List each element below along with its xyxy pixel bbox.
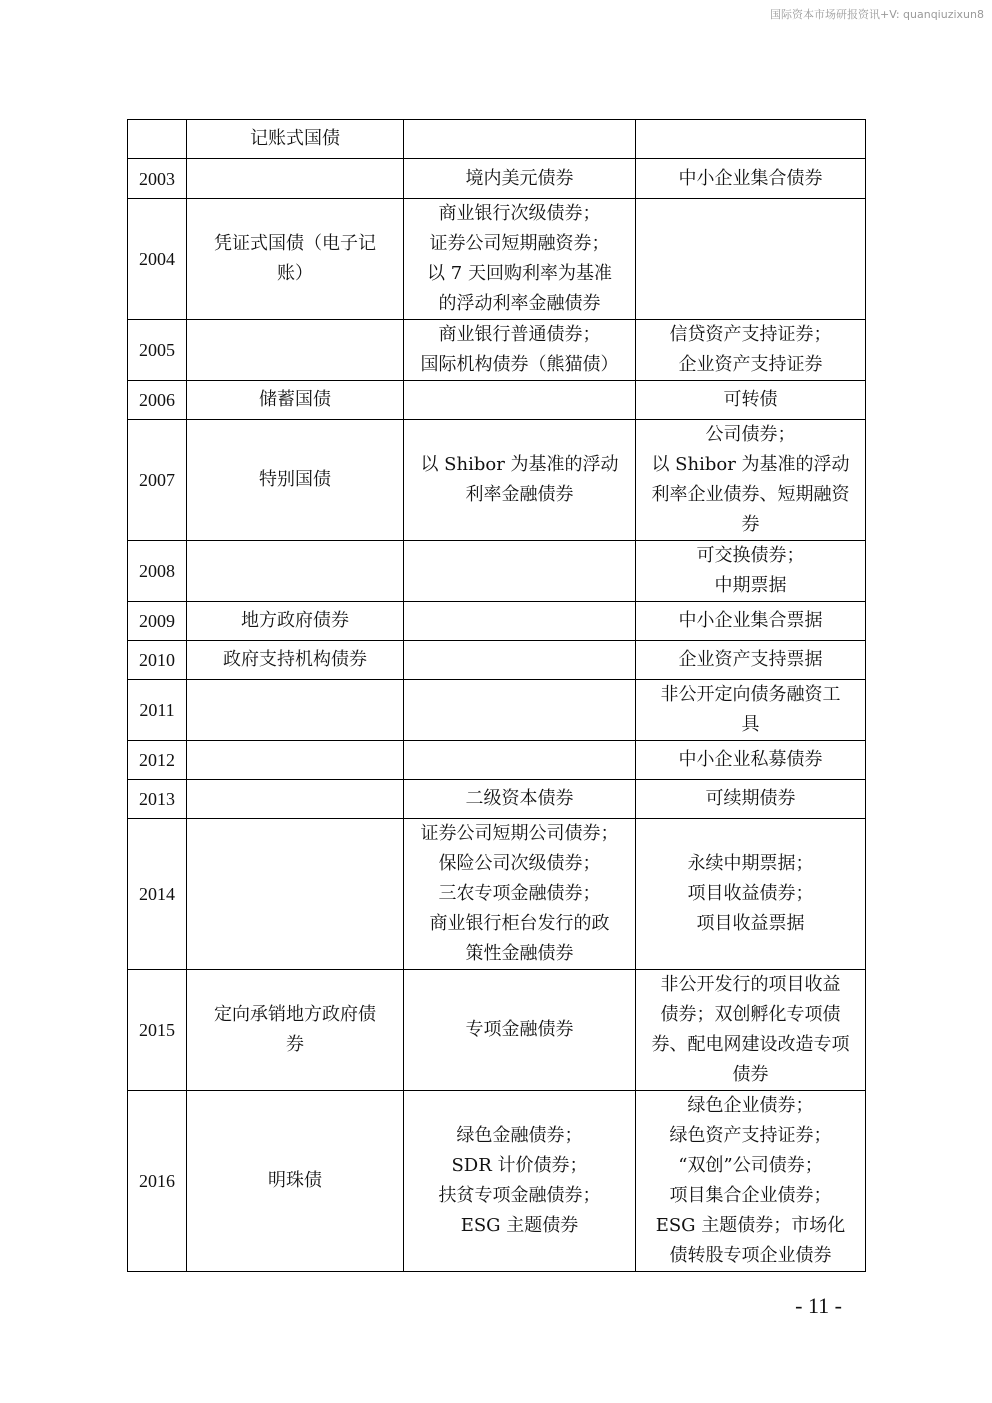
corporate-bond-cell: 非公开定向债务融资工 具	[636, 680, 866, 741]
treasury-bond-cell: 定向承销地方政府债 券	[187, 970, 404, 1091]
table-row	[128, 159, 866, 199]
year-cell: 2015	[128, 970, 187, 1091]
year-cell: 2014	[128, 819, 187, 970]
year-cell: 2009	[128, 602, 187, 641]
financial-bond-cell: 境内美元债券	[404, 159, 636, 199]
financial-bond-cell	[404, 381, 636, 420]
corporate-bond-cell: 绿色企业债券； 绿色资产支持证券； “双创”公司债券； 项目集合企业债券； ESG 主题债券；市场化 债转股专项企业债券	[636, 1091, 866, 1272]
financial-bond-cell	[404, 741, 636, 780]
table-row	[128, 819, 866, 970]
treasury-bond-cell	[187, 780, 404, 819]
table-row	[128, 541, 866, 602]
corporate-bond-cell: 中小企业集合债券	[636, 159, 866, 199]
year-cell: 2016	[128, 1091, 187, 1272]
financial-bond-cell	[404, 680, 636, 741]
treasury-bond-cell	[187, 741, 404, 780]
corporate-bond-cell: 非公开发行的项目收益 债券；双创孵化专项债 券、配电网建设改造专项 债券	[636, 970, 866, 1091]
bond-innovation-table	[127, 119, 866, 1272]
table-row	[128, 381, 866, 420]
table-row	[128, 970, 866, 1091]
financial-bond-cell: 以 Shibor 为基准的浮动 利率金融债券	[404, 420, 636, 541]
table-row	[128, 420, 866, 541]
treasury-bond-cell: 凭证式国债（电子记 账）	[187, 199, 404, 320]
year-cell: 2004	[128, 199, 187, 320]
year-cell: 2008	[128, 541, 187, 602]
watermark-text: 国际资本市场研报资讯+V: quanqiuzixun8	[769, 8, 984, 21]
table-row	[128, 199, 866, 320]
year-cell: 2013	[128, 780, 187, 819]
corporate-bond-cell: 可交换债券； 中期票据	[636, 541, 866, 602]
treasury-bond-cell: 政府支持机构债券	[187, 641, 404, 680]
treasury-bond-cell: 储蓄国债	[187, 381, 404, 420]
financial-bond-cell: 二级资本债券	[404, 780, 636, 819]
table-row	[128, 602, 866, 641]
financial-bond-cell	[404, 120, 636, 159]
treasury-bond-cell: 地方政府债券	[187, 602, 404, 641]
treasury-bond-cell	[187, 819, 404, 970]
year-cell: 2005	[128, 320, 187, 381]
treasury-bond-cell	[187, 541, 404, 602]
year-cell: 2011	[128, 680, 187, 741]
year-cell: 2012	[128, 741, 187, 780]
corporate-bond-cell	[636, 199, 866, 320]
financial-bond-cell: 商业银行普通债券； 国际机构债券（熊猫债）	[404, 320, 636, 381]
corporate-bond-cell	[636, 120, 866, 159]
year-cell	[128, 120, 187, 159]
year-cell: 2007	[128, 420, 187, 541]
table-row	[128, 641, 866, 680]
corporate-bond-cell: 永续中期票据； 项目收益债券； 项目收益票据	[636, 819, 866, 970]
treasury-bond-cell: 记账式国债	[187, 120, 404, 159]
corporate-bond-cell: 可续期债券	[636, 780, 866, 819]
financial-bond-cell	[404, 541, 636, 602]
table-row	[128, 780, 866, 819]
financial-bond-cell: 证券公司短期公司债券； 保险公司次级债券； 三农专项金融债券； 商业银行柜台发行的政 策性金融债券	[404, 819, 636, 970]
corporate-bond-cell: 中小企业私募债券	[636, 741, 866, 780]
corporate-bond-cell: 公司债券； 以 Shibor 为基准的浮动 利率企业债券、短期融资 券	[636, 420, 866, 541]
treasury-bond-cell	[187, 159, 404, 199]
financial-bond-cell	[404, 641, 636, 680]
financial-bond-cell	[404, 602, 636, 641]
corporate-bond-cell: 可转债	[636, 381, 866, 420]
corporate-bond-cell: 中小企业集合票据	[636, 602, 866, 641]
treasury-bond-cell: 特别国债	[187, 420, 404, 541]
page-number: - 11 -	[795, 1293, 842, 1318]
year-cell: 2003	[128, 159, 187, 199]
year-cell: 2010	[128, 641, 187, 680]
financial-bond-cell: 专项金融债券	[404, 970, 636, 1091]
treasury-bond-cell	[187, 320, 404, 381]
table-row	[128, 320, 866, 381]
year-cell: 2006	[128, 381, 187, 420]
table-row	[128, 680, 866, 741]
financial-bond-cell: 绿色金融债券； SDR 计价债券； 扶贫专项金融债券； ESG 主题债券	[404, 1091, 636, 1272]
table-body	[128, 120, 866, 1272]
treasury-bond-cell: 明珠债	[187, 1091, 404, 1272]
table-row	[128, 741, 866, 780]
table-row	[128, 1091, 866, 1272]
table-row	[128, 120, 866, 159]
corporate-bond-cell: 信贷资产支持证券； 企业资产支持证券	[636, 320, 866, 381]
corporate-bond-cell: 企业资产支持票据	[636, 641, 866, 680]
financial-bond-cell: 商业银行次级债券； 证券公司短期融资券； 以 7 天回购利率为基准 的浮动利率金融债券	[404, 199, 636, 320]
treasury-bond-cell	[187, 680, 404, 741]
